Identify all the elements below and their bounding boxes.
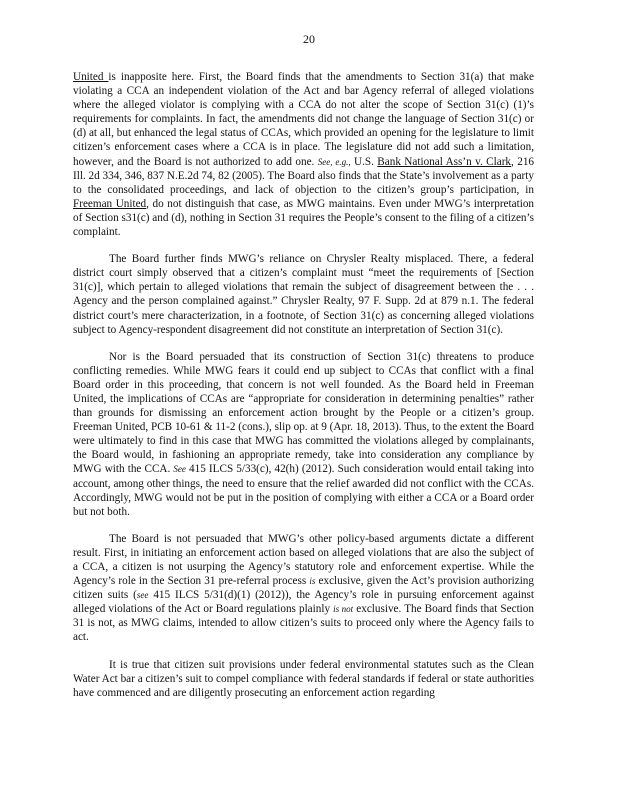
paragraph-text: The Board further finds MWG’s reliance on Chrysler Realty misplaced. There, a federal district court simply observed that a citizen’s complaint must “meet the requirements of [Section 31(c)], which pertain to alleged violations that remain the subject of disagreement between the . . . Agency and the person complained against.” Chrysler Realty, 97 F. Supp. 2d at 879 n.1. The federal district court’s mere characterization, in a footnote, of Section 31(c) as concerning alleged violations subject to Agency-respondent disagreement did not constitute an interpretation of Section 31(c). (73, 253, 534, 336)
paragraph-text: exclusive. The Board finds that Section 31 is not, as MWG claims, intended to allow citizen’s suits to proceed only where the Agency fails to act. (73, 603, 534, 644)
paragraph (73, 532, 534, 645)
paragraph-text: 415 ILCS 5/31(d)(1) (2012)), the Agency’s role in pursuing enforcement against alleged violations of the Act or Board regulations plainly (73, 589, 535, 616)
paragraph (73, 252, 534, 337)
paragraph (73, 350, 534, 519)
paragraph-text: U.S. (350, 155, 378, 168)
signal-word: is not (333, 604, 354, 615)
paragraph-text: It is true that citizen suit provisions under federal environmental statutes such as the Clean Water Act bar a citizen’s suit to compel compliance with federal standards if federal or state authorities have commenced and are diligently prosecuting an enforcement action regarding (73, 658, 534, 699)
paragraph-text: exclusive, given the Act’s provision authorizing citizen suits ( (73, 575, 534, 602)
case-citation: United (73, 71, 109, 83)
signal-word: See, e.g., (317, 156, 351, 167)
paragraph-text: 415 ILCS 5/33(c), 42(h) (2012). Such consideration would entail taking into account, among other things, the need to ensure that the relief awarded did not conflict with the CCAs. Accordingly, MWG would not be put in the position of complying with either a CCA or a Board order but not both. (73, 463, 534, 518)
body-text (73, 70, 534, 713)
paragraph-text: Nor is the Board persuaded that its construction of Section 31(c) threatens to produce conflicting remedies. While MWG fears it could end up subject to CCAs that conflict with a final Board order in this proceeding, that concern is not well founded. As the Board held in Freeman United, the implications of CCAs are “appropriate for consideration in determining penalties” rather than grounds for dismissing an enforcement action brought by the People or a citizen’s group. Freeman United, PCB 10-61 & 11-2 (cons.), slip op. at 9 (Apr. 18, 2013). Thus, to the extent the Board were ultimately to find in this case that MWG has committed the violations alleged by complainants, the Board would, in fashioning an appropriate remedy, take into consideration any compliance by MWG with the CCA. (73, 350, 534, 476)
paragraph (73, 70, 534, 239)
paragraph-text: is inapposite here. First, the Board finds that the amendments to Section 31(a) that make violating a CCA an independent violation of the Act and bar Agency referral of alleged violations where the alleged violator is complying with a CCA do not alter the scope of Section 31(c) (1)’s requirements for complaints. In fact, the amendments did not change the language of Section 31(c) or (d) at all, but enhanced the legal status of CCAs, which provided an opening for the legislature to limit citizen’s enforcement cases where a CCA is in place. The legislature did not add such a limitation, however, and the Board is not authorized to add one. (73, 71, 534, 168)
case-citation: Bank National Ass’n v. Clark (377, 155, 512, 168)
case-citation: Freeman United (73, 197, 147, 210)
signal-word: is (309, 576, 316, 587)
paragraph-text: , 216 Ill. 2d 334, 346, 837 N.E.2d 74, 82 (2005). The Board also finds that the State’s involvement as a party to the consolidated proceedings, and lack of objection to the citizen’s group’s participation, in (73, 155, 535, 196)
page-number: 20 (303, 32, 315, 46)
paragraph-text: The Board is not persuaded that MWG’s other policy-based arguments dictate a different result. First, in initiating an enforcement action based on alleged violations that are also the subject of a CCA, a citizen is not usurping the Agency’s statutory role and enforcement expertise. While the Agency’s role in the Section 31 pre-referral process (73, 532, 534, 588)
signal-word: See (173, 464, 186, 475)
signal-word: see (136, 590, 149, 601)
paragraph (73, 658, 534, 700)
paragraph-text: , do not distinguish that case, as MWG maintains. Even under MWG’s interpretation of Section s31(c) and (d), nothing in Section 31 requires the People’s consent to the filing of a citizen’s complaint. (73, 197, 535, 239)
